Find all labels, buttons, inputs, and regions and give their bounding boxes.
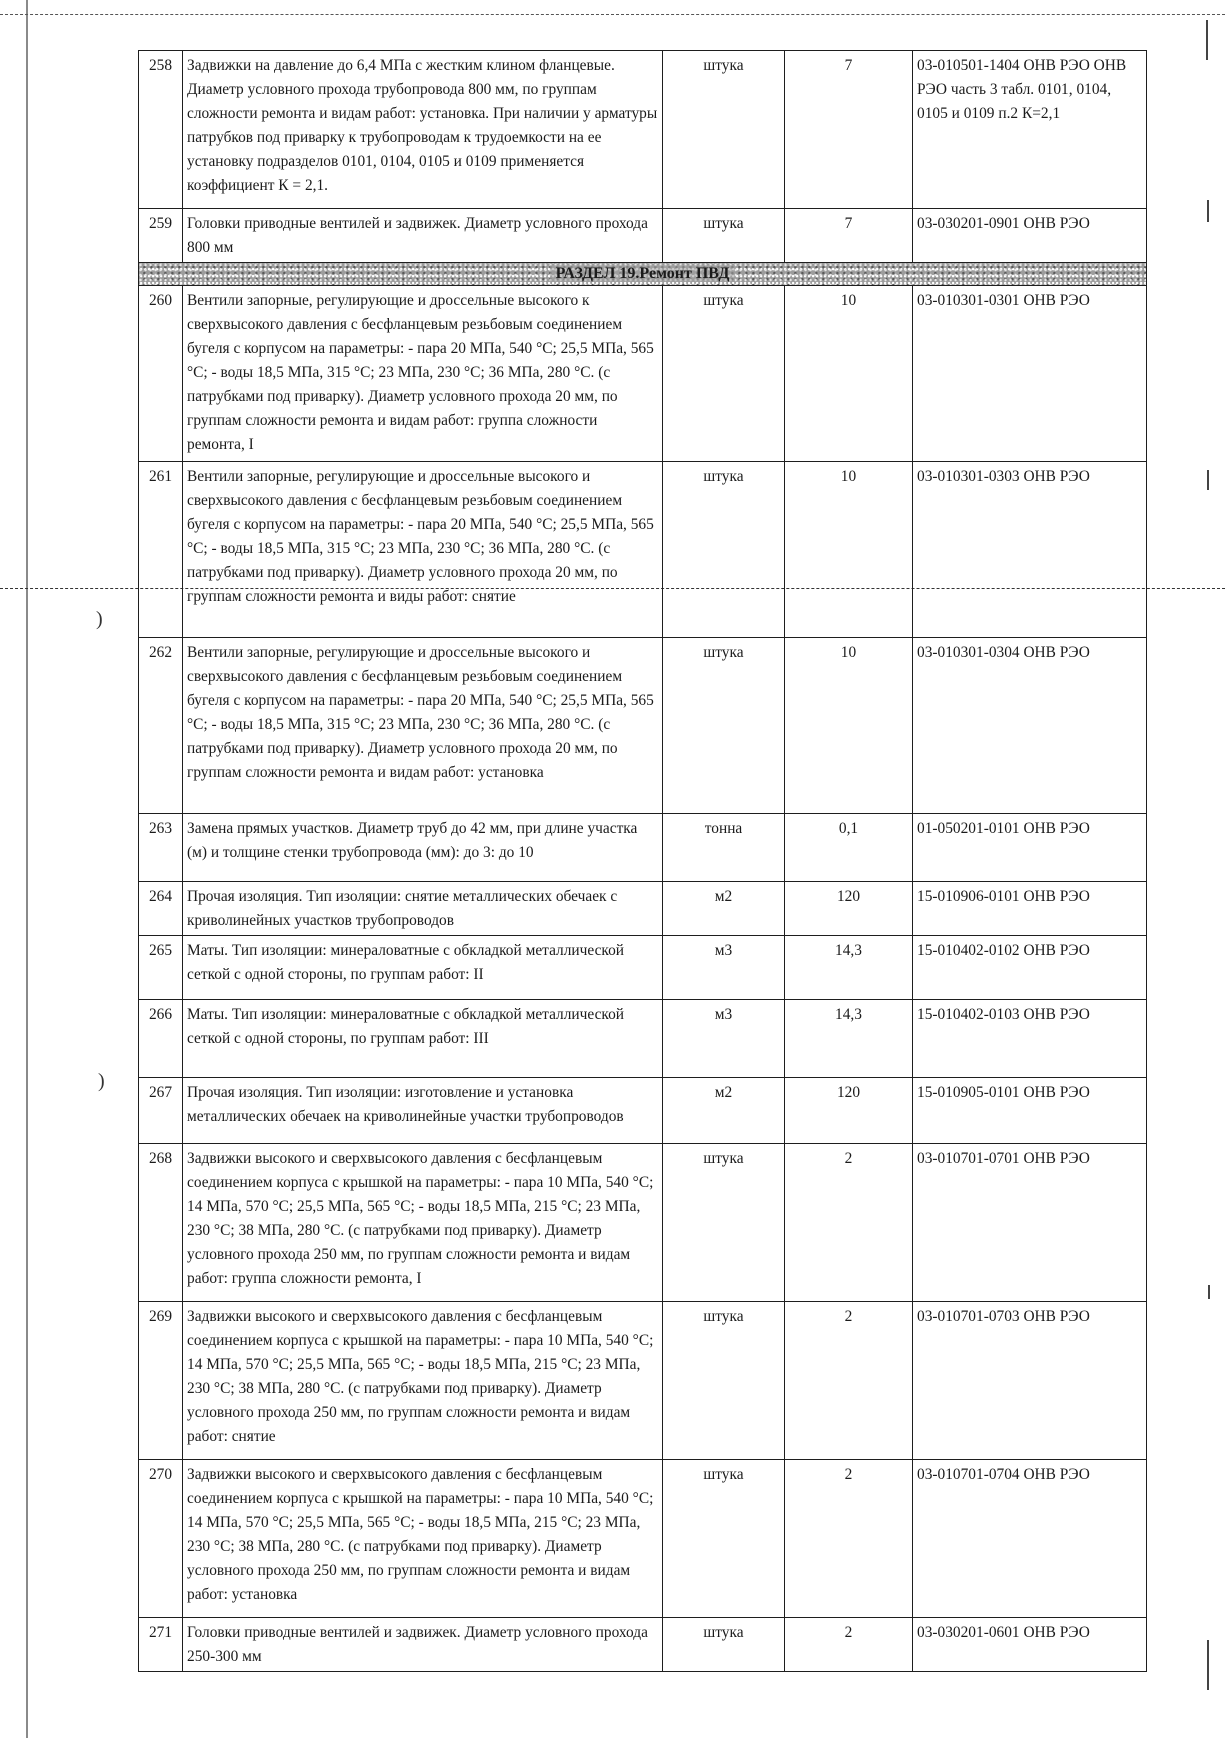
item-norm-code: 03-010301-0301 ОНВ РЭО xyxy=(913,286,1147,462)
table-row xyxy=(139,936,1147,1000)
item-description: Вентили запорные, регулирующие и дроссельные высокого к сверхвысокого давления с бесфланцевым резьбовым соединением бугеля с корпусом на параметры: - пара 20 МПа, 540 °С; 25,5 МПа, 565 °С; - воды 18,5 МПа, 315 °С; 23 МПа, 230 °С; 36 МПа, 280 °С. (с патрубками под приварку). Диаметр условного прохода 20 мм, по группам сложности ремонта и видам работ: группа сложности ремонта, I xyxy=(183,286,663,462)
estimate-table xyxy=(138,50,1147,1672)
item-description: Задвижки высокого и сверхвысокого давления с бесфланцевым соединением корпуса с крышкой на параметры: - пара 10 МПа, 540 °С; 14 МПа, 570 °С; 25,5 МПа, 565 °С; - воды 18,5 МПа, 215 °С; 23 МПа, 230 °С; 38 МПа, 280 °С. (с патрубками под приварку). Диаметр условного прохода 250 мм, по группам сложности ремонта и видам работ: установка xyxy=(183,1460,663,1618)
item-number: 263 xyxy=(139,814,183,882)
right-margin-tick xyxy=(1208,1285,1210,1299)
item-norm-code: 03-030201-0901 ОНВ РЭО xyxy=(913,209,1147,263)
item-quantity: 2 xyxy=(785,1460,913,1618)
item-number: 268 xyxy=(139,1144,183,1302)
item-unit: штука xyxy=(663,1302,785,1460)
table-row xyxy=(139,209,1147,263)
item-description: Маты. Тип изоляции: минераловатные с обкладкой металлической сеткой с одной стороны, по группам работ: III xyxy=(183,1000,663,1078)
item-number: 269 xyxy=(139,1302,183,1460)
item-unit: м3 xyxy=(663,936,785,1000)
item-number: 259 xyxy=(139,209,183,263)
item-number: 266 xyxy=(139,1000,183,1078)
table-row xyxy=(139,882,1147,936)
item-norm-code: 15-010402-0102 ОНВ РЭО xyxy=(913,936,1147,1000)
table-row xyxy=(139,1078,1147,1144)
item-norm-code: 15-010402-0103 ОНВ РЭО xyxy=(913,1000,1147,1078)
item-quantity: 10 xyxy=(785,638,913,814)
item-quantity: 14,3 xyxy=(785,1000,913,1078)
item-number: 271 xyxy=(139,1618,183,1672)
item-quantity: 120 xyxy=(785,882,913,936)
item-description: Задвижки высокого и сверхвысокого давления с бесфланцевым соединением корпуса с крышкой на параметры: - пара 10 МПа, 540 °С; 14 МПа, 570 °С; 25,5 МПа, 565 °С; - воды 18,5 МПа, 215 °С; 23 МПа, 230 °С; 38 МПа, 280 °С. (с патрубками под приварку). Диаметр условного прохода 250 мм, по группам сложности ремонта и видам работ: снятие xyxy=(183,1302,663,1460)
item-norm-code: 03-010301-0303 ОНВ РЭО xyxy=(913,462,1147,638)
item-unit: тонна xyxy=(663,814,785,882)
item-unit: м2 xyxy=(663,1078,785,1144)
item-unit: штука xyxy=(663,209,785,263)
item-description: Вентили запорные, регулирующие и дроссельные высокого и сверхвысокого давления с бесфланцевым резьбовым соединением бугеля с корпусом на параметры: - пара 20 МПа, 540 °С; 25,5 МПа, 565 °С; - воды 18,5 МПа, 315 °С; 23 МПа, 230 °С; 36 МПа, 280 °С. (с патрубками под приварку). Диаметр условного прохода 20 мм, по группам сложности ремонта и виды работ: снятие xyxy=(183,462,663,638)
table-row xyxy=(139,1618,1147,1672)
item-norm-code: 03-010301-0304 ОНВ РЭО xyxy=(913,638,1147,814)
scan-left-border xyxy=(26,0,28,1738)
item-norm-code: 03-010701-0704 ОНВ РЭО xyxy=(913,1460,1147,1618)
item-quantity: 7 xyxy=(785,209,913,263)
table-row xyxy=(139,1302,1147,1460)
right-margin-tick xyxy=(1206,20,1208,60)
item-norm-code: 15-010905-0101 ОНВ РЭО xyxy=(913,1078,1147,1144)
item-unit: штука xyxy=(663,462,785,638)
item-quantity: 14,3 xyxy=(785,936,913,1000)
item-number: 258 xyxy=(139,51,183,209)
table-row xyxy=(139,814,1147,882)
item-norm-code: 03-010501-1404 ОНВ РЭО ОНВ РЭО часть 3 табл. 0101, 0104, 0105 и 0109 п.2 К=2,1 xyxy=(913,51,1147,209)
item-quantity: 0,1 xyxy=(785,814,913,882)
item-description: Задвижки высокого и сверхвысокого давления с бесфланцевым соединением корпуса с крышкой на параметры: - пара 10 МПа, 540 °С; 14 МПа, 570 °С; 25,5 МПа, 565 °С; - воды 18,5 МПа, 215 °С; 23 МПа, 230 °С; 38 МПа, 280 °С. (с патрубками под приварку). Диаметр условного прохода 250 мм, по группам сложности ремонта и видам работ: группа сложности ремонта, I xyxy=(183,1144,663,1302)
table-row xyxy=(139,51,1147,209)
item-number: 270 xyxy=(139,1460,183,1618)
item-unit: штука xyxy=(663,286,785,462)
section-header-row xyxy=(139,263,1147,286)
item-number: 262 xyxy=(139,638,183,814)
table-row xyxy=(139,638,1147,814)
item-description: Задвижки на давление до 6,4 МПа с жестким клином фланцевые. Диаметр условного прохода трубопровода 800 мм, по группам сложности ремонта и видам работ: установка. При наличии у арматуры патрубков под приварку к трубопроводам к трудоемкости на ее установку подразделов 0101, 0104, 0105 и 0109 применяется коэффициент К = 2,1. xyxy=(183,51,663,209)
item-quantity: 10 xyxy=(785,286,913,462)
item-quantity: 2 xyxy=(785,1144,913,1302)
item-description: Вентили запорные, регулирующие и дроссельные высокого и сверхвысокого давления с бесфланцевым резьбовым соединением бугеля с корпусом на параметры: - пара 20 МПа, 540 °С; 25,5 МПа, 565 °С; - воды 18,5 МПа, 315 °С; 23 МПа, 230 °С; 36 МПа, 280 °С. (с патрубками под приварку). Диаметр условного прохода 20 мм, по группам сложности ремонта и видам работ: установка xyxy=(183,638,663,814)
item-norm-code: 03-010701-0703 ОНВ РЭО xyxy=(913,1302,1147,1460)
item-norm-code: 03-010701-0701 ОНВ РЭО xyxy=(913,1144,1147,1302)
table-row xyxy=(139,1000,1147,1078)
right-margin-tick xyxy=(1207,1640,1209,1690)
item-quantity: 10 xyxy=(785,462,913,638)
item-norm-code: 15-010906-0101 ОНВ РЭО xyxy=(913,882,1147,936)
item-description: Головки приводные вентилей и задвижек. Диаметр условного прохода 250-300 мм xyxy=(183,1618,663,1672)
item-unit: штука xyxy=(663,51,785,209)
item-description: Головки приводные вентилей и задвижек. Диаметр условного прохода 800 мм xyxy=(183,209,663,263)
item-unit: штука xyxy=(663,1618,785,1672)
right-margin-tick xyxy=(1207,470,1209,490)
item-quantity: 120 xyxy=(785,1078,913,1144)
item-unit: штука xyxy=(663,1144,785,1302)
table-row xyxy=(139,286,1147,462)
item-description: Маты. Тип изоляции: минераловатные с обкладкой металлической сеткой с одной стороны, по группам работ: II xyxy=(183,936,663,1000)
section-header-cell xyxy=(139,263,1147,286)
left-margin-mark: ) xyxy=(96,608,103,630)
item-description: Прочая изоляция. Тип изоляции: снятие металлических обечаек с криволинейных участков трубопроводов xyxy=(183,882,663,936)
right-margin-tick xyxy=(1207,200,1209,222)
item-number: 260 xyxy=(139,286,183,462)
item-quantity: 2 xyxy=(785,1618,913,1672)
item-quantity: 2 xyxy=(785,1302,913,1460)
item-unit: м3 xyxy=(663,1000,785,1078)
item-norm-code: 03-030201-0601 ОНВ РЭО xyxy=(913,1618,1147,1672)
item-number: 264 xyxy=(139,882,183,936)
item-quantity: 7 xyxy=(785,51,913,209)
item-unit: м2 xyxy=(663,882,785,936)
item-number: 265 xyxy=(139,936,183,1000)
item-norm-code: 01-050201-0101 ОНВ РЭО xyxy=(913,814,1147,882)
table-row xyxy=(139,1144,1147,1302)
item-number: 261 xyxy=(139,462,183,638)
item-number: 267 xyxy=(139,1078,183,1144)
item-unit: штука xyxy=(663,638,785,814)
table-row xyxy=(139,1460,1147,1618)
item-unit: штука xyxy=(663,1460,785,1618)
table-row xyxy=(139,462,1147,638)
left-margin-mark: ) xyxy=(98,1070,105,1092)
item-description: Прочая изоляция. Тип изоляции: изготовление и установка металлических обечаек на криволинейные участки трубопроводов xyxy=(183,1078,663,1144)
scan-top-dashes xyxy=(0,14,1225,15)
item-description: Замена прямых участков. Диаметр труб до 42 мм, при длине участка (м) и толщине стенки трубопровода (мм): до 3: до 10 xyxy=(183,814,663,882)
section-title: РАЗДЕЛ 19.Ремонт ПВД xyxy=(550,265,736,282)
